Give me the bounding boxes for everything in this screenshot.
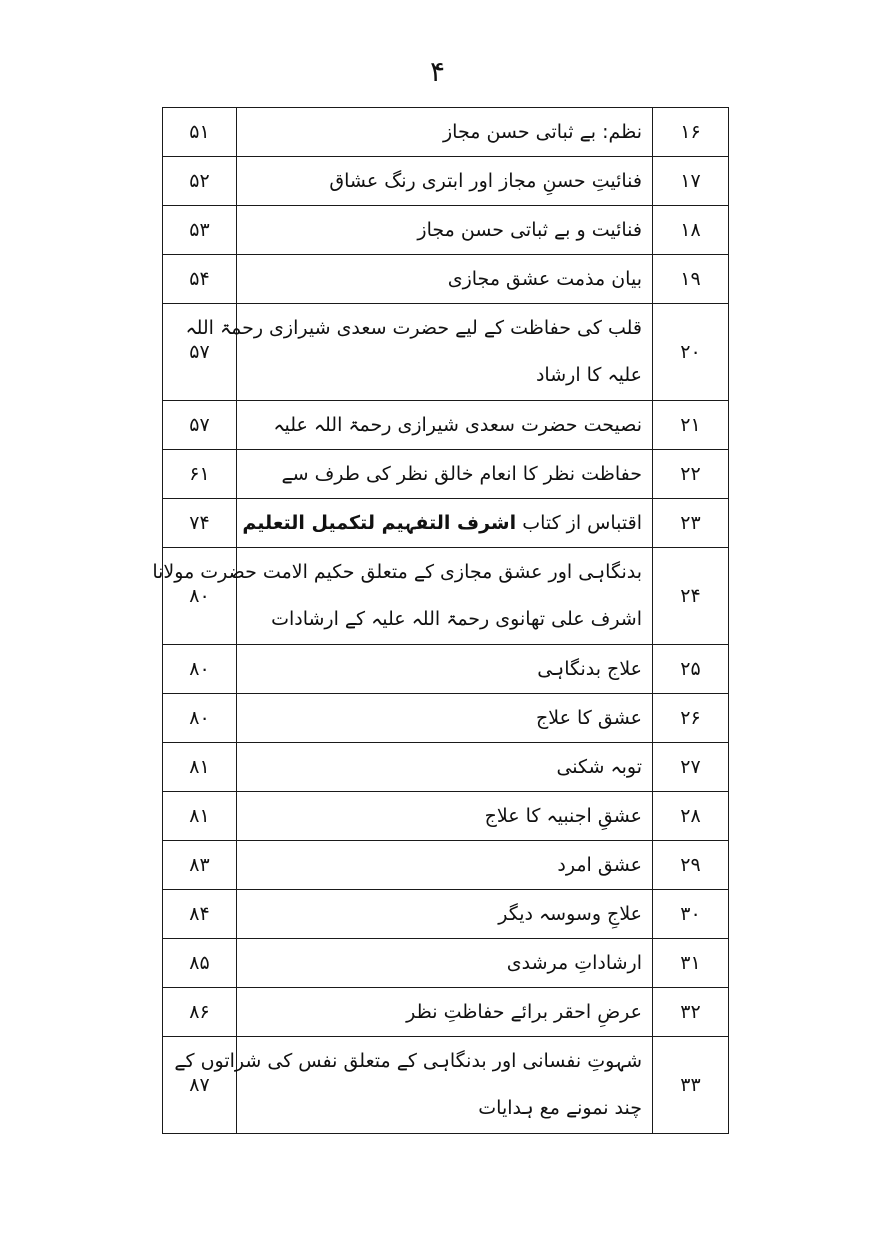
entry-page: ۸۰ <box>163 694 237 743</box>
entry-title-line: اشرف علی تھانوی رحمۃ اللہ علیہ کے ارشادات <box>271 608 642 630</box>
entry-number: ۲۸ <box>653 792 729 841</box>
entry-page: ۵۳ <box>163 206 237 255</box>
entry-title-line: عرضِ احقر برائے حفاظتِ نظر <box>406 1000 642 1023</box>
entry-title-line: عشق کا علاج <box>536 706 642 729</box>
entry-title-line: حفاظت نظر کا انعام خالق نظر کی طرف سے <box>281 462 642 485</box>
entry-page: ۸۳ <box>163 841 237 890</box>
table-row <box>163 841 729 890</box>
entry-title <box>237 401 653 450</box>
entry-number: ۲۲ <box>653 450 729 499</box>
table-row <box>163 255 729 304</box>
book-title: اشرف التفہیم لتکمیل التعلیم <box>242 511 517 534</box>
entry-title <box>237 157 653 206</box>
entry-number: ۱۹ <box>653 255 729 304</box>
entry-title <box>237 206 653 255</box>
entry-title <box>237 890 653 939</box>
table-row <box>163 988 729 1037</box>
entry-page: ۸۷ <box>163 1037 237 1134</box>
entry-title <box>237 743 653 792</box>
table-row <box>163 499 729 548</box>
entry-number: ۲۳ <box>653 499 729 548</box>
entry-title-line: عشقِ اجنبیہ کا علاج <box>484 804 642 827</box>
entry-page: ۵۷ <box>163 401 237 450</box>
entry-number: ۲۵ <box>653 645 729 694</box>
entry-page: ۵۱ <box>163 108 237 157</box>
entry-title <box>237 694 653 743</box>
table-row <box>163 304 729 401</box>
table-row <box>163 890 729 939</box>
entry-title-line: ارشاداتِ مرشدی <box>506 951 642 974</box>
entry-title-line <box>242 500 642 547</box>
entry-page: ۸۱ <box>163 743 237 792</box>
table-row <box>163 108 729 157</box>
entry-page: ۶۱ <box>163 450 237 499</box>
entry-title-line: توبہ شکنی <box>556 755 642 778</box>
entry-title-prefix: اقتباس از کتاب <box>522 511 642 534</box>
entry-number: ۲۶ <box>653 694 729 743</box>
entry-title <box>237 792 653 841</box>
entry-page: ۷۴ <box>163 499 237 548</box>
entry-page: ۵۴ <box>163 255 237 304</box>
entry-page: ۸۰ <box>163 645 237 694</box>
entry-page: ۸۶ <box>163 988 237 1037</box>
entry-page: ۸۱ <box>163 792 237 841</box>
entry-title <box>237 988 653 1037</box>
entry-title-line: شہوتِ نفسانی اور بدنگاہی کے متعلق نفس کی شراتوں کے <box>174 1050 642 1072</box>
entry-title <box>237 645 653 694</box>
entry-number: ۱۶ <box>653 108 729 157</box>
entry-number: ۲۴ <box>653 548 729 645</box>
entry-title-line: فنائیت و بے ثباتی حسن مجاز <box>417 218 642 241</box>
entry-title <box>237 939 653 988</box>
table-row <box>163 1037 729 1134</box>
entry-number: ۳۱ <box>653 939 729 988</box>
table-row <box>163 206 729 255</box>
entry-title-line: بیان مذمت عشق مجازی <box>447 267 642 290</box>
entry-title <box>237 108 653 157</box>
table-row <box>163 792 729 841</box>
table-row <box>163 450 729 499</box>
entry-title-line: علاج بدنگاہی <box>537 657 642 680</box>
entry-number: ۲۰ <box>653 304 729 401</box>
entry-number: ۳۰ <box>653 890 729 939</box>
entry-title <box>237 499 653 548</box>
entry-title <box>237 255 653 304</box>
table-row <box>163 743 729 792</box>
entry-title-line: عشق امرد <box>557 853 642 876</box>
table-row <box>163 939 729 988</box>
table-row <box>163 645 729 694</box>
entry-title-line: فنائیتِ حسنِ مجاز اور ابتری رنگ عشاق <box>329 169 642 192</box>
entry-title-line: علاجِ وسوسہ دیگر <box>498 902 642 925</box>
entry-number: ۳۲ <box>653 988 729 1037</box>
entry-title <box>237 450 653 499</box>
entry-page: ۵۷ <box>163 304 237 401</box>
entry-page: ۵۲ <box>163 157 237 206</box>
table-row <box>163 401 729 450</box>
entry-title-line: علیہ کا ارشاد <box>535 364 642 386</box>
entry-title-line: نظم: بے ثباتی حسن مجاز <box>443 120 642 143</box>
entry-title-line: بدنگاہی اور عشق مجازی کے متعلق حکیم الامت حضرت مولانا <box>152 561 642 583</box>
entry-page: ۸۰ <box>163 548 237 645</box>
toc-body <box>152 108 729 1134</box>
table-row <box>163 694 729 743</box>
entry-title-line: قلب کی حفاظت کے لیے حضرت سعدی شیرازی رحمۃ اللہ <box>185 317 642 339</box>
table-of-contents <box>152 107 729 1134</box>
page-number: ۴ <box>429 55 446 88</box>
entry-number: ۲۹ <box>653 841 729 890</box>
table-row <box>163 157 729 206</box>
entry-title <box>237 841 653 890</box>
entry-number: ۱۷ <box>653 157 729 206</box>
entry-number: ۱۸ <box>653 206 729 255</box>
entry-number: ۲۷ <box>653 743 729 792</box>
entry-number: ۲۱ <box>653 401 729 450</box>
table-row <box>163 548 729 645</box>
entry-title-line: چند نمونے مع ہدایات <box>478 1097 642 1119</box>
entry-number: ۳۳ <box>653 1037 729 1134</box>
entry-page: ۸۵ <box>163 939 237 988</box>
entry-title-line: نصیحت حضرت سعدی شیرازی رحمۃ اللہ علیہ <box>273 413 642 436</box>
entry-page: ۸۴ <box>163 890 237 939</box>
